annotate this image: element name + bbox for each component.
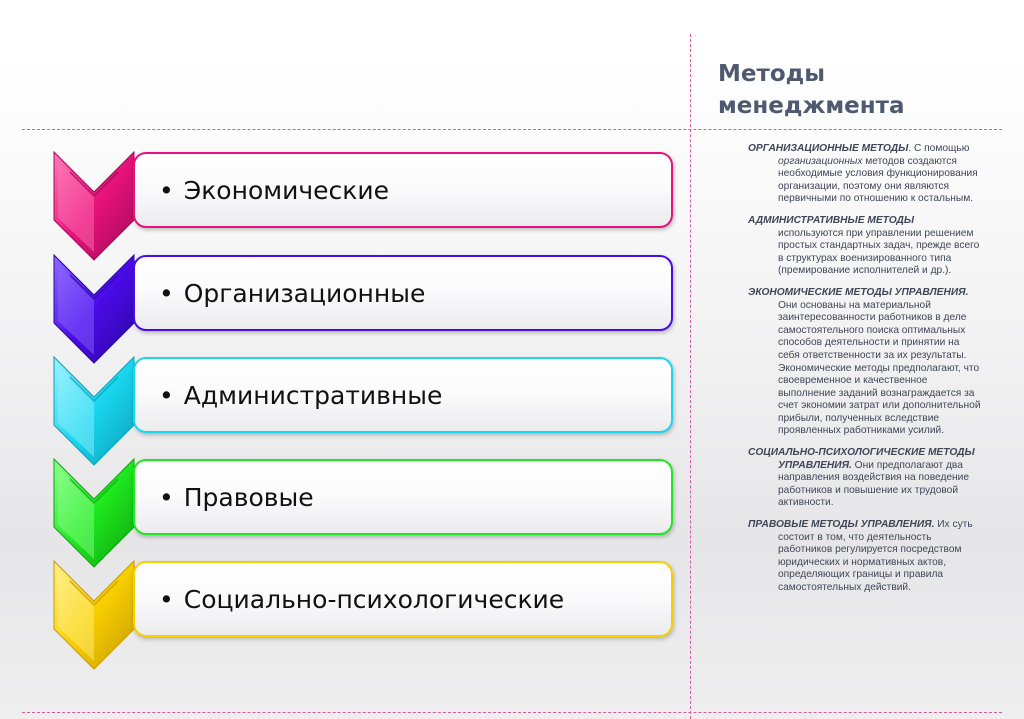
method-row-administrative xyxy=(50,353,678,437)
bullet: • xyxy=(159,278,174,308)
chevron-arrow-icon xyxy=(50,148,140,268)
desc-text: Они предполагают два направления воздействия на поведение работников и повышение их трудовой активности. xyxy=(778,459,970,509)
desc-emphasis: организационных xyxy=(778,155,863,167)
desc-heading: ПРАВОВЫЕ МЕТОДЫ УПРАВЛЕНИЯ. xyxy=(748,519,935,531)
methods-list xyxy=(50,148,678,688)
bullet: • xyxy=(159,380,174,410)
desc-text: Их суть состоит в том, что деятельность работников регулируется посредством юридических и нормативных актов, определяющих границы и правила самостоятельных действий. xyxy=(778,519,973,593)
title-line-1: Методы xyxy=(718,61,825,87)
desc-heading: ЭКОНОМИЧЕСКИЕ МЕТОДЫ УПРАВЛЕНИЯ. xyxy=(748,286,969,298)
bullet: • xyxy=(159,584,174,614)
method-row-organizational xyxy=(50,251,678,335)
top-divider xyxy=(22,129,1002,130)
method-label: Социально-психологические xyxy=(183,584,565,614)
vertical-divider xyxy=(690,34,691,719)
desc-legal xyxy=(748,519,982,595)
method-row-economic xyxy=(50,148,678,232)
desc-organizational xyxy=(748,143,982,206)
method-box xyxy=(133,459,673,535)
method-row-legal xyxy=(50,455,678,539)
desc-text: Они основаны на материальной заинтересованности работников в деле самостоятельного поиска оптимальных способов деятельности и принятии на себя ответственности за их результаты. Экономические методы предполагают, что своевременное и качественное выполнение заданий вознаграждается за счет экономии затрат или дополнительной прибыли, полученных вследствие проявленных работниками усилий. xyxy=(778,299,981,437)
bottom-divider xyxy=(22,712,1002,713)
desc-text: методов создаются необходимые условия функционирования организации, поэтому они являются первичными по отношению к остальным. xyxy=(778,155,978,205)
method-row-socio-psychological xyxy=(50,557,678,641)
desc-economic xyxy=(748,287,982,438)
title-line-2: менеджмента xyxy=(718,93,905,119)
method-label: Административные xyxy=(183,380,443,410)
method-box xyxy=(133,255,673,331)
desc-heading: АДМИНИСТРАТИВНЫЕ МЕТОДЫ xyxy=(748,214,915,226)
slide-title xyxy=(718,58,1008,122)
chevron-arrow-icon xyxy=(50,557,140,677)
desc-administrative xyxy=(748,215,982,278)
desc-socio-psychological xyxy=(748,447,982,510)
desc-heading: СОЦИАЛЬНО-ПСИХОЛОГИЧЕСКИЕ МЕТОДЫ УПРАВЛЕНИЯ. xyxy=(748,447,975,471)
method-box xyxy=(133,152,673,228)
desc-heading: ОРГАНИЗАЦИОННЫЕ МЕТОДЫ xyxy=(748,143,909,154)
method-box xyxy=(133,561,673,637)
method-label: Правовые xyxy=(183,482,314,512)
bullet: • xyxy=(159,175,174,205)
descriptions-panel xyxy=(748,143,982,604)
desc-text: . С помощью xyxy=(908,143,970,154)
method-label: Экономические xyxy=(183,175,389,205)
desc-text: используются при управлении решением простых стандартных задач, прежде всего в структурах военизированного типа (премирование исполнителей и др.). xyxy=(778,227,980,277)
method-label: Организационные xyxy=(183,278,426,308)
method-box xyxy=(133,357,673,433)
bullet: • xyxy=(159,482,174,512)
